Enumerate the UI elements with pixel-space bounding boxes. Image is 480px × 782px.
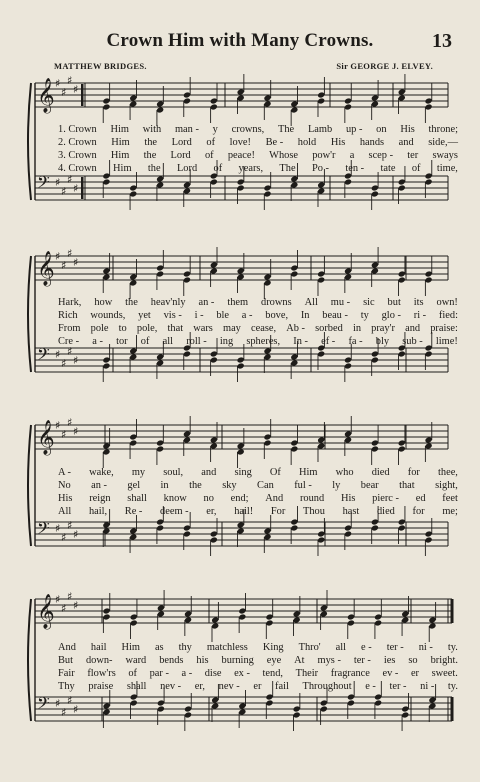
lyric-syllable: 1. Crown: [58, 124, 97, 135]
lyric-syllable: ri -: [413, 310, 427, 321]
lyric-syllable: roll -: [186, 336, 207, 347]
bass-clef: 𝄢: [37, 344, 50, 368]
lyric-syllable: Cre -: [58, 336, 80, 347]
lyric-line: [58, 479, 458, 492]
lyric-syllable: Him: [111, 137, 130, 148]
lyric-syllable: pierc -: [372, 493, 399, 504]
composer-credit: Sir GEORGE J. ELVEY.: [336, 61, 433, 71]
lyric-syllable: deem -: [160, 506, 189, 517]
lyric-syllable: a -: [181, 668, 193, 679]
lyric-syllable: hail!: [234, 506, 254, 517]
lyric-syllable: sing: [234, 467, 252, 478]
lyric-syllable: bright.: [430, 655, 458, 666]
lyric-syllable: All: [58, 506, 72, 517]
lyric-syllable: of: [204, 150, 214, 161]
lyric-syllable: Of: [269, 467, 281, 478]
lyric-syllable: man -: [174, 124, 199, 135]
lyric-syllable: gel: [127, 480, 141, 491]
lyric-syllable: hands: [359, 137, 385, 148]
lyric-syllable: flow'rs: [87, 668, 116, 679]
lyric-syllable: shall: [126, 681, 147, 692]
lyric-syllable: that: [399, 480, 415, 491]
sharp-icon: ♯: [67, 519, 73, 532]
lyric-syllable: hast: [342, 506, 360, 517]
sharp-icon: ♯: [67, 694, 73, 707]
lyric-syllable: yet: [138, 310, 151, 321]
lyric-syllable: lime!: [435, 336, 458, 347]
treble-clef: 𝄞: [37, 594, 55, 629]
lyric-syllable: soul,: [163, 467, 184, 478]
lyric-syllable: ty.: [447, 681, 458, 692]
lyric-syllable: no: [203, 493, 214, 504]
lyric-syllable: fragrance: [330, 668, 370, 679]
lyric-syllable: bear: [360, 480, 379, 491]
lyric-syllable: hold: [297, 137, 317, 148]
lyric-syllable: for: [407, 467, 420, 478]
lyric-syllable: Rich: [58, 310, 78, 321]
lyric-syllable: ev -: [382, 668, 399, 679]
lyric-syllable: love!: [229, 137, 251, 148]
lyric-syllable: hail: [90, 642, 107, 653]
lyric-syllable: side,—: [428, 137, 458, 148]
lyricist-credit: MATTHEW BRIDGES.: [54, 61, 147, 71]
lyric-syllable: ten -: [345, 163, 365, 174]
sharp-icon: ♯: [55, 522, 61, 535]
lyric-syllable: nev -: [160, 681, 182, 692]
lyric-syllable: From: [58, 323, 81, 334]
lyric-syllable: ty.: [447, 642, 458, 653]
lyric-syllable: 4. Crown: [58, 163, 97, 174]
lyric-syllable: sky: [222, 480, 237, 491]
lyric-syllable: All: [304, 297, 318, 308]
lyric-syllable: the: [147, 163, 161, 174]
lyric-syllable: down-: [85, 655, 113, 666]
lyric-syllable: Lamb: [307, 124, 333, 135]
lyric-syllable: bove,: [265, 310, 289, 321]
lyric-line: [58, 667, 458, 680]
sharp-icon: ♯: [73, 256, 79, 269]
lyric-syllable: glo -: [381, 310, 401, 321]
lyric-syllable: Thro': [298, 642, 321, 653]
lyric-syllable: me;: [442, 506, 458, 517]
lyric-syllable: par -: [149, 668, 169, 679]
lyric-syllable: who: [335, 467, 354, 478]
lyric-syllable: the: [189, 480, 202, 491]
lyric-syllable: ni -: [420, 681, 435, 692]
lyric-syllable: them: [227, 297, 249, 308]
lyric-syllable: And: [58, 642, 76, 653]
lyric-syllable: wars: [193, 323, 213, 334]
lyric-syllable: an -: [91, 480, 107, 491]
sharp-icon: ♯: [61, 602, 67, 615]
lyric-syllable: ing: [219, 336, 234, 347]
lyric-syllable: tor: [116, 336, 128, 347]
lyric-syllable: sight,: [435, 480, 458, 491]
lyric-syllable: matchless: [206, 642, 248, 653]
lyric-syllable: ni -: [418, 642, 433, 653]
lyric-syllable: pole: [90, 323, 109, 334]
lyric-syllable: but: [387, 297, 401, 308]
sharp-icon: ♯: [73, 354, 79, 367]
lyric-syllable: The: [279, 163, 296, 174]
lyric-syllable: the: [144, 137, 158, 148]
lyric-syllable: Their: [295, 668, 319, 679]
lyric-syllable: his: [196, 655, 209, 666]
lyric-syllable: ed: [415, 493, 426, 504]
lyric-line: [58, 641, 458, 654]
lyric-syllable: fa -: [348, 336, 363, 347]
lyric-syllable: King: [262, 642, 284, 653]
sharp-icon: ♯: [67, 345, 73, 358]
lyric-syllable: pow'r: [312, 150, 336, 161]
sharp-icon: ♯: [73, 528, 79, 541]
sharp-icon: ♯: [55, 348, 61, 361]
lyric-syllable: y: [212, 124, 218, 135]
sharp-icon: ♯: [61, 428, 67, 441]
lyric-syllable: Re -: [124, 506, 143, 517]
lyric-syllable: sub -: [402, 336, 423, 347]
time-signature: [81, 177, 84, 199]
lyric-line: [58, 149, 458, 162]
lyric-syllable: all: [162, 336, 174, 347]
lyric-syllable: and: [398, 137, 414, 148]
time-signature: [81, 84, 84, 106]
lyric-syllable: bends: [159, 655, 184, 666]
lyric-syllable: Whose: [269, 150, 299, 161]
lyric-line: [58, 680, 458, 693]
lyric-syllable: drowns: [261, 297, 292, 308]
lyric-syllable: ies: [383, 655, 396, 666]
lyrics-system-1: [58, 123, 458, 175]
lyric-syllable: on: [376, 124, 387, 135]
lyric-syllable: my: [131, 467, 146, 478]
lyric-syllable: scep -: [368, 150, 394, 161]
brace: [28, 83, 31, 200]
lyric-line: [58, 335, 458, 348]
lyric-syllable: tate: [380, 163, 396, 174]
treble-clef: 𝄞: [37, 251, 55, 286]
lyric-syllable: And: [265, 493, 284, 504]
lyric-syllable: Throughout: [302, 681, 352, 692]
lyric-syllable: own!: [436, 297, 458, 308]
lyric-syllable: vis -: [163, 310, 182, 321]
sharp-icon: ♯: [73, 182, 79, 195]
lyrics-system-4: [58, 641, 458, 693]
lyric-syllable: The: [278, 124, 295, 135]
lyric-syllable: Lord: [170, 150, 191, 161]
lyric-syllable: end;: [230, 493, 249, 504]
lyric-syllable: ter -: [353, 655, 371, 666]
lyric-syllable: praise:: [430, 323, 458, 334]
lyric-syllable: may: [222, 323, 241, 334]
lyric-syllable: ward: [125, 655, 147, 666]
sharp-icon: ♯: [73, 83, 79, 96]
lyric-syllable: His: [340, 493, 356, 504]
lyric-syllable: its: [413, 297, 424, 308]
lyric-syllable: heav'nly: [150, 297, 186, 308]
lyric-syllable: Lord: [171, 137, 192, 148]
bass-clef: 𝄢: [37, 518, 50, 542]
lyric-syllable: 3. Crown: [58, 150, 97, 161]
lyric-syllable: spheres,: [246, 336, 281, 347]
lyric-line: [58, 162, 458, 175]
lyric-syllable: how: [94, 297, 113, 308]
lyric-syllable: the: [143, 150, 157, 161]
lyric-syllable: er,: [206, 506, 217, 517]
sharp-icon: ♯: [55, 77, 61, 90]
lyric-syllable: of: [140, 336, 150, 347]
brace: [28, 425, 31, 546]
treble-clef: 𝄞: [37, 420, 55, 455]
brace: [28, 599, 31, 721]
lyric-syllable: Thou: [302, 506, 325, 517]
lyric-syllable: died: [376, 506, 395, 517]
lyric-syllable: that: [167, 323, 184, 334]
lyric-syllable: For: [270, 506, 286, 517]
lyric-syllable: His: [400, 124, 415, 135]
sharp-icon: ♯: [67, 173, 73, 186]
lyric-syllable: a: [349, 150, 355, 161]
lyric-syllable: reign: [89, 493, 111, 504]
lyric-syllable: round: [299, 493, 325, 504]
lyric-syllable: in: [352, 323, 362, 334]
lyric-syllable: a -: [241, 310, 253, 321]
lyric-syllable: 2. Crown: [58, 137, 97, 148]
lyric-syllable: to: [118, 323, 127, 334]
lyric-syllable: Him: [110, 124, 129, 135]
lyric-syllable: of: [128, 668, 137, 679]
lyric-syllable: ful -: [294, 480, 312, 491]
lyric-syllable: ex -: [234, 668, 250, 679]
lyric-syllable: thee,: [438, 467, 458, 478]
lyric-syllable: His: [330, 137, 346, 148]
lyric-syllable: and: [201, 467, 217, 478]
lyric-syllable: er,: [194, 681, 206, 692]
sharp-icon: ♯: [55, 593, 61, 606]
bass-clef: 𝄢: [37, 693, 50, 717]
lyric-syllable: time,: [436, 163, 458, 174]
lyric-syllable: hail,: [88, 506, 108, 517]
brace: [28, 256, 31, 372]
sharp-icon: ♯: [55, 250, 61, 263]
lyrics-system-2: [58, 296, 458, 348]
lyric-syllable: pray'r: [371, 323, 395, 334]
lyric-syllable: years,: [238, 163, 264, 174]
lyric-syllable: peace!: [227, 150, 255, 161]
lyric-syllable: ter: [407, 150, 419, 161]
sharp-icon: ♯: [67, 247, 73, 260]
lyric-syllable: fied:: [438, 310, 458, 321]
lyric-syllable: ly: [332, 480, 341, 491]
lyric-syllable: Hark,: [58, 297, 82, 308]
sharp-icon: ♯: [67, 416, 73, 429]
lyric-syllable: so: [408, 655, 418, 666]
lyric-syllable: wake,: [89, 467, 114, 478]
lyric-syllable: Can: [257, 480, 274, 491]
lyric-syllable: sic: [363, 297, 375, 308]
lyric-line: [58, 492, 458, 505]
lyric-line: [58, 654, 458, 667]
lyric-syllable: for: [412, 506, 425, 517]
lyric-syllable: Lord: [176, 163, 198, 174]
lyric-syllable: cease,: [251, 323, 277, 334]
lyric-syllable: Him: [113, 163, 132, 174]
lyric-line: [58, 296, 458, 309]
lyric-syllable: bly: [375, 336, 390, 347]
lyric-syllable: Po -: [311, 163, 329, 174]
lyric-syllable: mys -: [317, 655, 341, 666]
lyric-syllable: fail: [275, 681, 289, 692]
lyric-syllable: sorbed: [315, 323, 343, 334]
sharp-icon: ♯: [61, 86, 67, 99]
lyric-syllable: beau -: [322, 310, 348, 321]
lyric-syllable: At: [294, 655, 305, 666]
lyric-syllable: ter -: [386, 642, 404, 653]
lyric-line: [58, 136, 458, 149]
sharp-icon: ♯: [61, 706, 67, 719]
lyric-line: [58, 309, 458, 322]
lyric-syllable: shall: [127, 493, 147, 504]
page-number: 13: [432, 30, 452, 52]
sharp-icon: ♯: [55, 419, 61, 432]
lyric-syllable: the: [125, 297, 138, 308]
lyric-syllable: up -: [345, 124, 363, 135]
sharp-icon: ♯: [67, 74, 73, 87]
sharp-icon: ♯: [61, 531, 67, 544]
lyric-syllable: In: [300, 310, 310, 321]
lyric-syllable: tend,: [262, 668, 284, 679]
bass-clef: 𝄢: [37, 172, 50, 196]
lyric-syllable: Him: [121, 642, 140, 653]
lyric-syllable: burning: [221, 655, 254, 666]
treble-clef: 𝄞: [37, 78, 55, 113]
lyric-syllable: mu -: [330, 297, 351, 308]
lyric-line: [58, 322, 458, 335]
lyric-syllable: Be -: [265, 137, 284, 148]
lyric-syllable: But: [58, 655, 74, 666]
lyric-syllable: sweet.: [431, 668, 458, 679]
lyric-syllable: Him: [110, 150, 130, 161]
lyric-syllable: with: [142, 124, 162, 135]
lyric-syllable: er: [410, 668, 420, 679]
sharp-icon: ♯: [73, 703, 79, 716]
lyric-syllable: dise: [204, 668, 222, 679]
lyrics-system-3: [58, 466, 458, 518]
lyric-syllable: ty: [360, 310, 369, 321]
lyric-syllable: all: [335, 642, 347, 653]
sharp-icon: ♯: [55, 176, 61, 189]
lyric-syllable: a -: [92, 336, 103, 347]
lyric-syllable: died: [371, 467, 390, 478]
lyric-syllable: No: [58, 480, 71, 491]
lyric-syllable: in: [160, 480, 169, 491]
sharp-icon: ♯: [61, 259, 67, 272]
lyric-syllable: His: [58, 493, 73, 504]
lyric-syllable: know: [163, 493, 187, 504]
sharp-icon: ♯: [67, 590, 73, 603]
hymn-title: Crown Him with Many Crowns.: [106, 30, 374, 51]
lyric-syllable: Fair: [58, 668, 75, 679]
lyric-syllable: Ab -: [286, 323, 305, 334]
lyric-syllable: sways: [432, 150, 458, 161]
lyric-syllable: Him: [299, 467, 318, 478]
lyric-syllable: an -: [198, 297, 215, 308]
lyric-syllable: of: [411, 163, 421, 174]
lyric-syllable: feet: [442, 493, 458, 504]
lyric-syllable: A -: [58, 467, 71, 478]
lyric-syllable: crowns,: [231, 124, 265, 135]
lyric-syllable: as: [154, 642, 164, 653]
lyric-syllable: of: [213, 163, 223, 174]
sharp-icon: ♯: [61, 185, 67, 198]
lyric-syllable: nev -: [218, 681, 240, 692]
lyric-syllable: e -: [365, 681, 376, 692]
lyric-syllable: Thy: [58, 681, 75, 692]
lyric-syllable: thy: [178, 642, 192, 653]
lyric-syllable: In -: [293, 336, 308, 347]
lyric-line: [58, 123, 458, 136]
lyric-syllable: er: [253, 681, 262, 692]
lyric-syllable: praise: [88, 681, 114, 692]
lyric-syllable: e -: [361, 642, 372, 653]
lyric-syllable: throne;: [428, 124, 458, 135]
lyric-syllable: ble: [216, 310, 230, 321]
lyric-syllable: eye: [266, 655, 282, 666]
lyric-line: [58, 466, 458, 479]
lyric-syllable: of: [206, 137, 216, 148]
lyric-syllable: ef -: [321, 336, 336, 347]
lyric-line: [58, 505, 458, 518]
sharp-icon: ♯: [73, 425, 79, 438]
lyric-syllable: wounds,: [90, 310, 126, 321]
lyric-syllable: i -: [194, 310, 204, 321]
sharp-icon: ♯: [73, 599, 79, 612]
lyric-syllable: ter -: [389, 681, 407, 692]
sharp-icon: ♯: [61, 357, 67, 370]
lyric-syllable: pole,: [136, 323, 158, 334]
lyric-syllable: and: [405, 323, 421, 334]
sharp-icon: ♯: [55, 697, 61, 710]
